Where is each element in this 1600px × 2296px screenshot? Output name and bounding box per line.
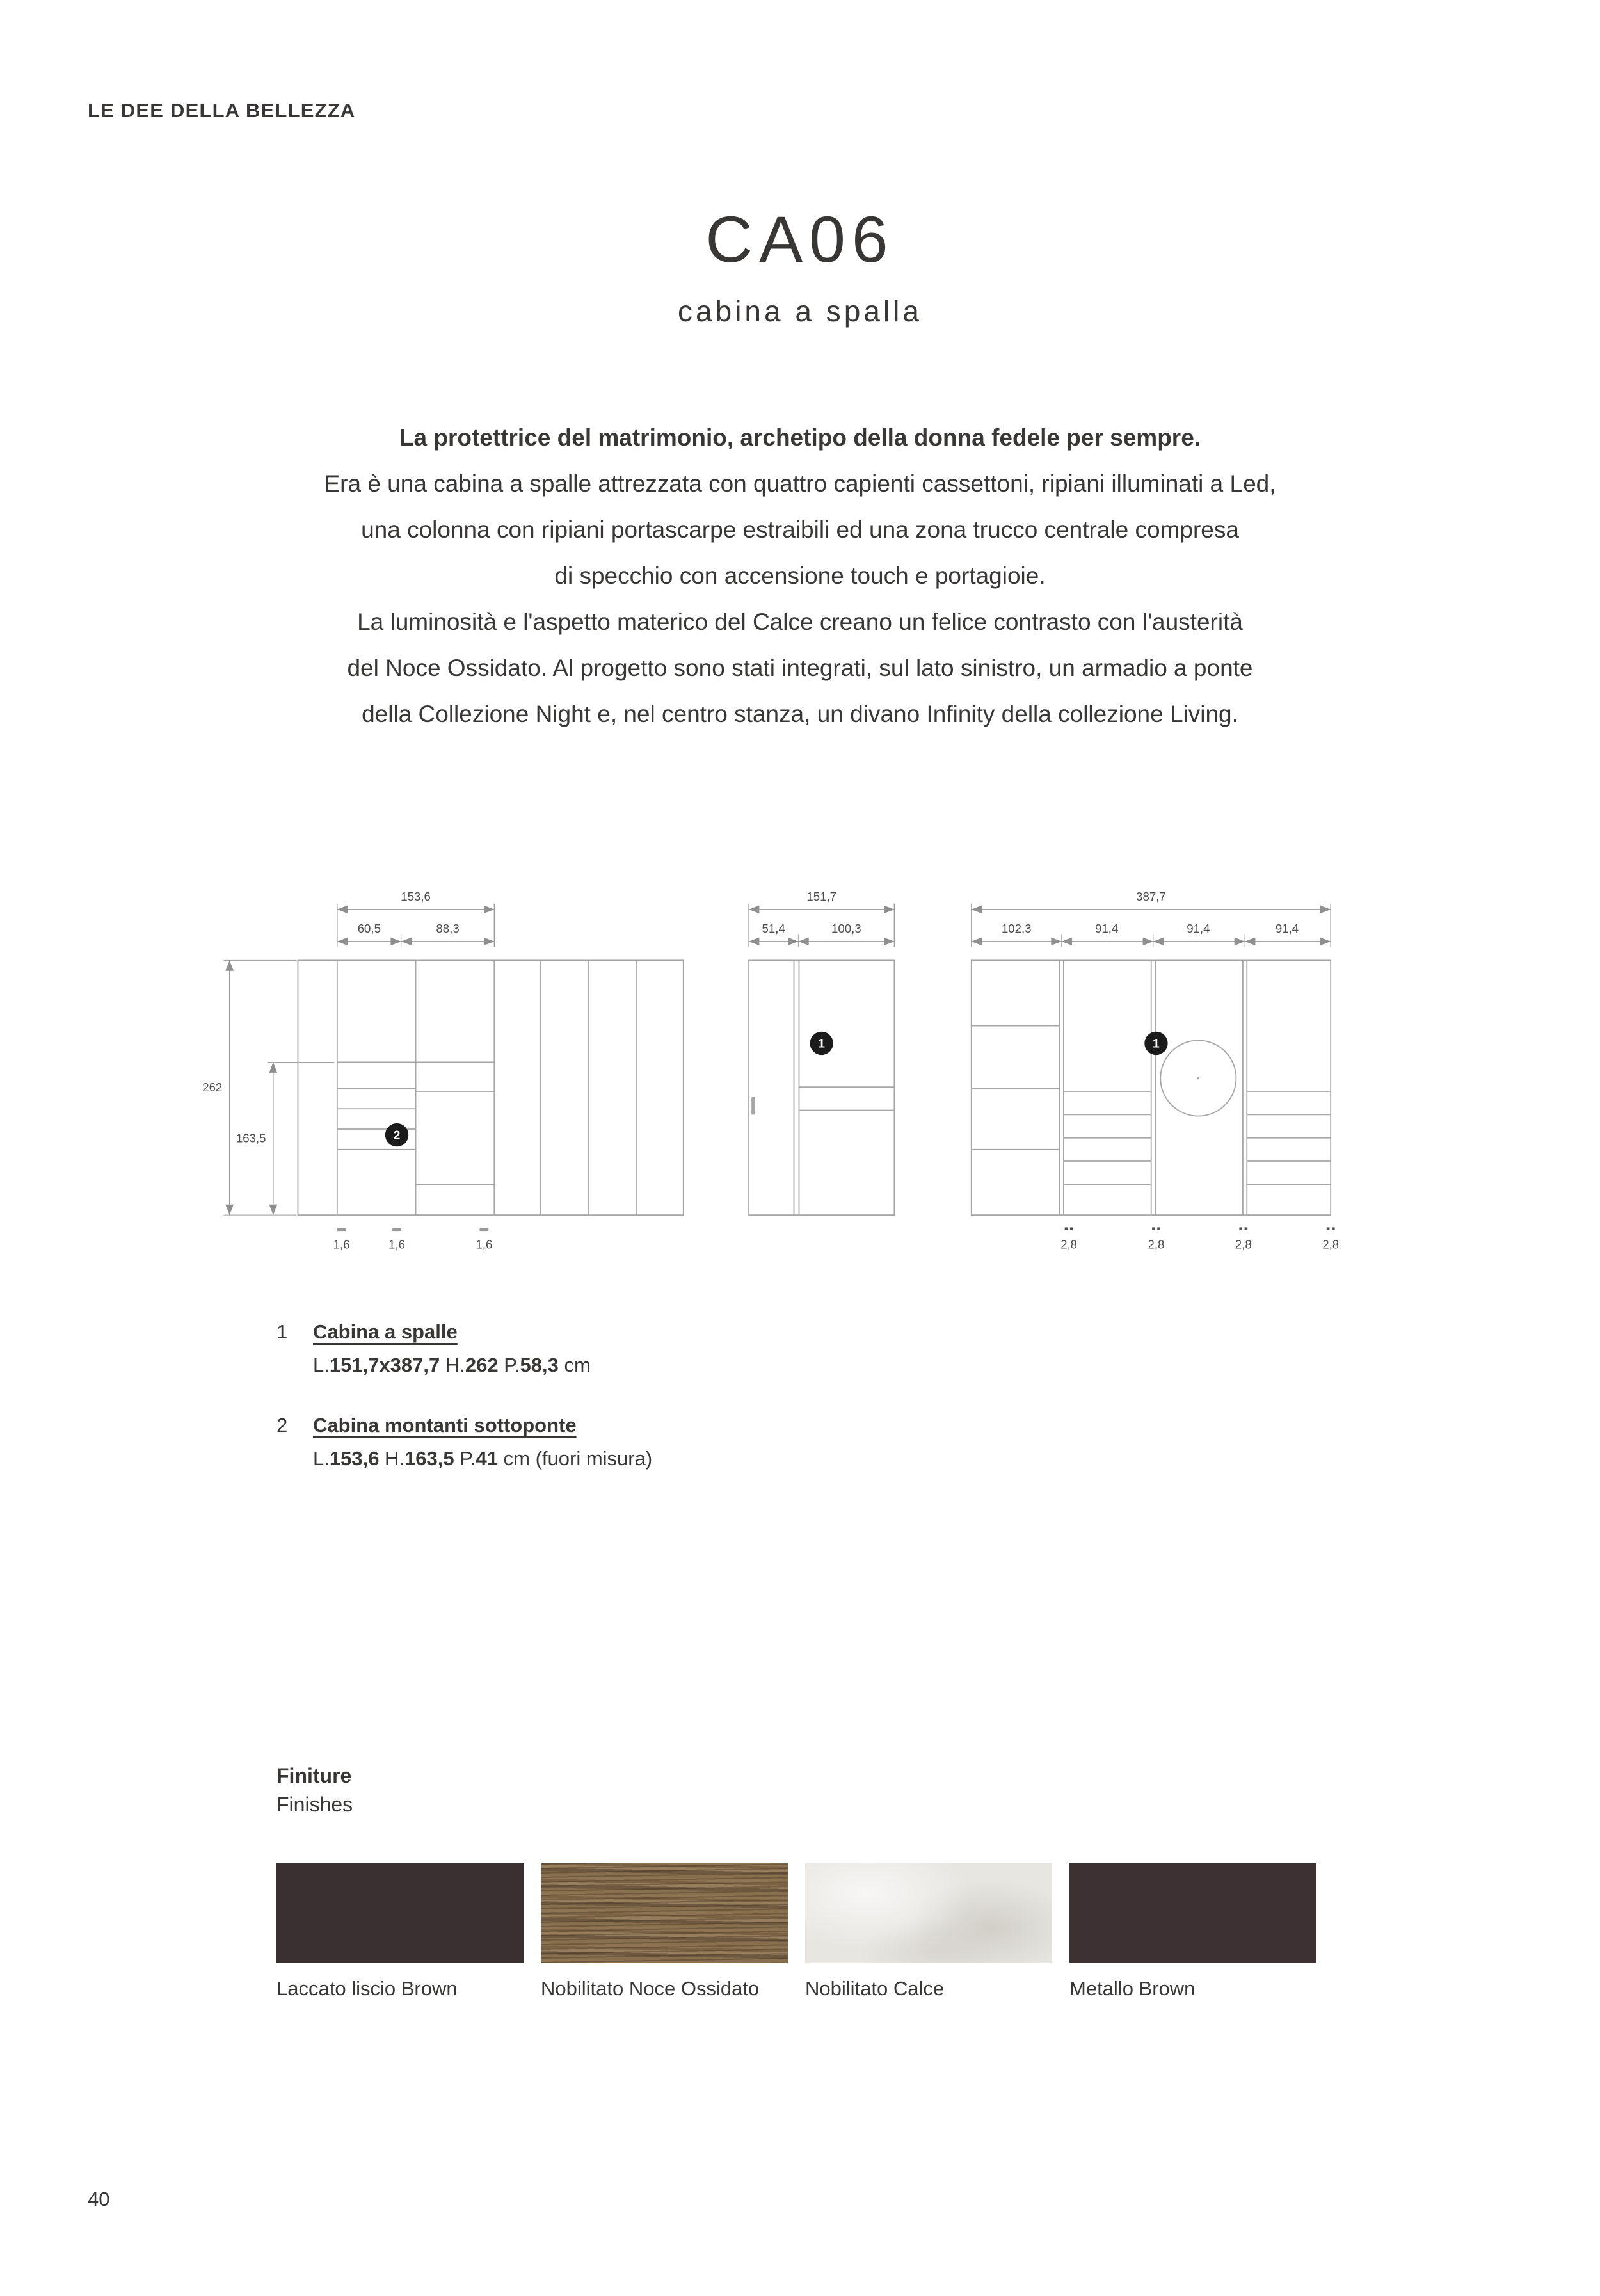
finishes-header bbox=[276, 1762, 353, 1819]
dim-label: 91,4 bbox=[1275, 922, 1299, 936]
finish-swatch bbox=[1069, 1863, 1316, 2000]
dim-label: 153,6 bbox=[401, 890, 431, 904]
description-line: del Noce Ossidato. Al progetto sono stati integrati, sul lato sinistro, un armadio a ponte bbox=[347, 655, 1253, 681]
callout-marker-2 bbox=[385, 1123, 408, 1146]
dim-label: 1,6 bbox=[333, 1237, 350, 1251]
description-line: di specchio con accensione touch e portagioie. bbox=[554, 563, 1046, 589]
dim-label: 100,3 bbox=[831, 922, 861, 936]
finish-swatch bbox=[805, 1863, 1052, 2000]
dim-label: 102,3 bbox=[1001, 922, 1032, 936]
finish-swatch bbox=[541, 1863, 788, 2000]
description-line: una colonna con ripiani portascarpe estraibili ed una zona trucco centrale compresa bbox=[361, 517, 1239, 543]
finish-chip-calce bbox=[805, 1863, 1052, 1963]
title-block bbox=[0, 202, 1600, 328]
legend-item-title: Cabina montanti sottoponte bbox=[313, 1414, 577, 1436]
dim-label: 88,3 bbox=[436, 922, 460, 936]
description-lead: La protettrice del matrimonio, archetipo della donna fedele per sempre. bbox=[399, 424, 1201, 451]
legend-item-spec: L.151,7x387,7 H.262 P.58,3 cm bbox=[313, 1354, 591, 1376]
legend-item-spec: L.153,6 H.163,5 P.41 cm (fuori misura) bbox=[313, 1447, 653, 1470]
product-code-title: CA06 bbox=[705, 203, 895, 276]
legend-item bbox=[276, 1320, 652, 1377]
description-line: Era è una cabina a spalle attrezzata con quattro capienti cassettoni, ripiani illuminati a Led, bbox=[324, 470, 1276, 497]
finish-label: Nobilitato Noce Ossidato bbox=[541, 1977, 760, 2000]
finish-label: Laccato liscio Brown bbox=[276, 1977, 458, 2000]
finish-label: Metallo Brown bbox=[1069, 1977, 1196, 2000]
dim-label: 2,8 bbox=[1148, 1237, 1165, 1251]
dim-label: 91,4 bbox=[1187, 922, 1210, 936]
legend bbox=[276, 1320, 652, 1507]
finish-swatches bbox=[276, 1863, 1316, 2000]
finishes-subtitle: Finishes bbox=[276, 1793, 353, 1816]
dim-label: 1,6 bbox=[388, 1237, 405, 1251]
technical-drawings bbox=[189, 873, 1367, 1266]
finishes-title: Finiture bbox=[276, 1764, 352, 1787]
dim-label: 163,5 bbox=[236, 1131, 266, 1145]
dim-label: 151,7 bbox=[806, 890, 836, 904]
dim-label: 60,5 bbox=[357, 922, 381, 936]
callout-marker-1 bbox=[810, 1032, 833, 1055]
drawing-cabina-montanti-elevation bbox=[202, 890, 684, 1251]
legend-item-number: 1 bbox=[276, 1321, 288, 1343]
finish-chip-noce-ossidato bbox=[541, 1863, 788, 1963]
page-number: 40 bbox=[88, 2188, 110, 2210]
callout-marker-1 bbox=[1144, 1032, 1167, 1055]
dim-label: 387,7 bbox=[1136, 890, 1166, 904]
drawing-cabina-spalle-front bbox=[749, 890, 894, 1215]
dim-label: 2,8 bbox=[1322, 1237, 1340, 1251]
dim-label: 2,8 bbox=[1060, 1237, 1078, 1251]
dim-label: 91,4 bbox=[1095, 922, 1119, 936]
drawing-cabina-spalle-wall bbox=[972, 890, 1339, 1251]
door-handle bbox=[751, 1097, 755, 1114]
dim-label: 2,8 bbox=[1235, 1237, 1252, 1251]
product-subtitle: cabina a spalla bbox=[678, 294, 922, 328]
callout-number: 1 bbox=[818, 1037, 826, 1051]
finish-chip-metallo-brown bbox=[1069, 1863, 1316, 1963]
legend-item-number: 2 bbox=[276, 1414, 288, 1436]
dim-label: 51,4 bbox=[762, 922, 785, 936]
callout-number: 1 bbox=[1153, 1037, 1160, 1051]
finish-swatch bbox=[276, 1863, 524, 2000]
description-line: della Collezione Night e, nel centro stanza, un divano Infinity della collezione Living. bbox=[362, 701, 1238, 727]
product-description bbox=[288, 415, 1312, 737]
finish-label: Nobilitato Calce bbox=[805, 1977, 945, 2000]
dim-label: 262 bbox=[202, 1080, 223, 1094]
dim-label: 1,6 bbox=[476, 1237, 493, 1251]
legend-item-title: Cabina a spalle bbox=[313, 1321, 458, 1343]
legend-item bbox=[276, 1413, 652, 1471]
description-line: La luminosità e l'aspetto materico del Calce creano un felice contrasto con l'austerità bbox=[357, 609, 1243, 635]
collection-header: LE DEE DELLA BELLEZZA bbox=[88, 99, 356, 122]
drawings-svg bbox=[189, 873, 1367, 1266]
callout-number: 2 bbox=[393, 1128, 401, 1143]
finish-chip-laccato-brown bbox=[276, 1863, 524, 1963]
